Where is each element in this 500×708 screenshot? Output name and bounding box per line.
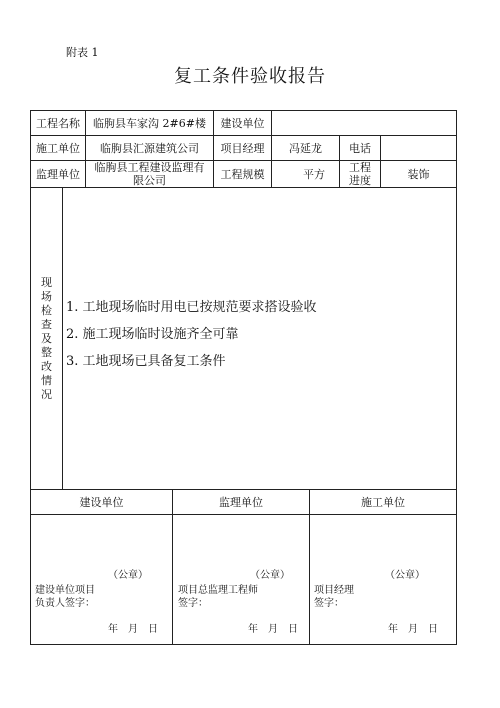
attachment-label: 附表 1 (66, 46, 99, 59)
supervisor-label: 监理单位 (36, 167, 80, 181)
project-name-label: 工程名称 (36, 116, 80, 130)
inspection-items (66, 294, 317, 375)
progress-label: 工程进度 (349, 161, 371, 187)
supervisor-sign-line1: 项目总监理工程师 (178, 585, 258, 596)
phone-label: 电话 (349, 141, 371, 155)
sign-owner-header: 建设单位 (79, 495, 124, 509)
sign-contractor-header: 施工单位 (361, 495, 405, 509)
progress-value: 装饰 (407, 167, 430, 181)
supervisor-sign-label (178, 584, 258, 610)
contractor-sign-line1: 项目经理 (314, 585, 354, 596)
owner-sign-label (35, 584, 95, 610)
phone-value (381, 136, 456, 160)
owner-seal: （公章） (108, 570, 148, 581)
owner-sign-line2: 负责人签字： (35, 598, 95, 609)
contractor-date: 年 月 日 (388, 624, 438, 635)
contractor-label: 施工单位 (36, 141, 80, 155)
supervisor-sign-line2: 签字： (178, 598, 208, 609)
inspection-label-cell (31, 188, 62, 489)
supervisor-value: 临朐县工程建设监理有限公司 (94, 161, 205, 187)
scale-label: 工程规模 (220, 167, 265, 181)
inspection-item: 1. 工地现场临时用电已按规范要求搭设验收 (66, 300, 317, 315)
inspection-label: 现场检查及整改情况 (41, 275, 52, 401)
contractor-sign-label (314, 584, 354, 610)
owner-sign-line1: 建设单位项目 (35, 585, 95, 596)
supervisor-date: 年 月 日 (248, 624, 298, 635)
contractor-value: 临朐县汇源建筑公司 (100, 141, 199, 155)
page-title: 复工条件验收报告 (174, 66, 326, 87)
project-manager-label: 项目经理 (220, 141, 265, 155)
owner-label: 建设单位 (220, 116, 265, 130)
supervisor-seal: （公章） (250, 570, 290, 581)
owner-value (272, 111, 456, 135)
owner-date: 年 月 日 (108, 624, 158, 635)
project-manager-value: 冯延龙 (289, 141, 322, 155)
contractor-sign-line2: 签字： (314, 598, 344, 609)
sign-supervisor-header: 监理单位 (219, 495, 263, 509)
scale-value: 平方 (303, 167, 325, 181)
project-name-value: 临朐县车家沟 2#6#楼 (93, 116, 206, 130)
contractor-seal: （公章） (385, 570, 425, 581)
inspection-item: 2. 施工现场临时设施齐全可靠 (66, 327, 239, 342)
inspection-item: 3. 工地现场已具备复工条件 (66, 354, 226, 369)
